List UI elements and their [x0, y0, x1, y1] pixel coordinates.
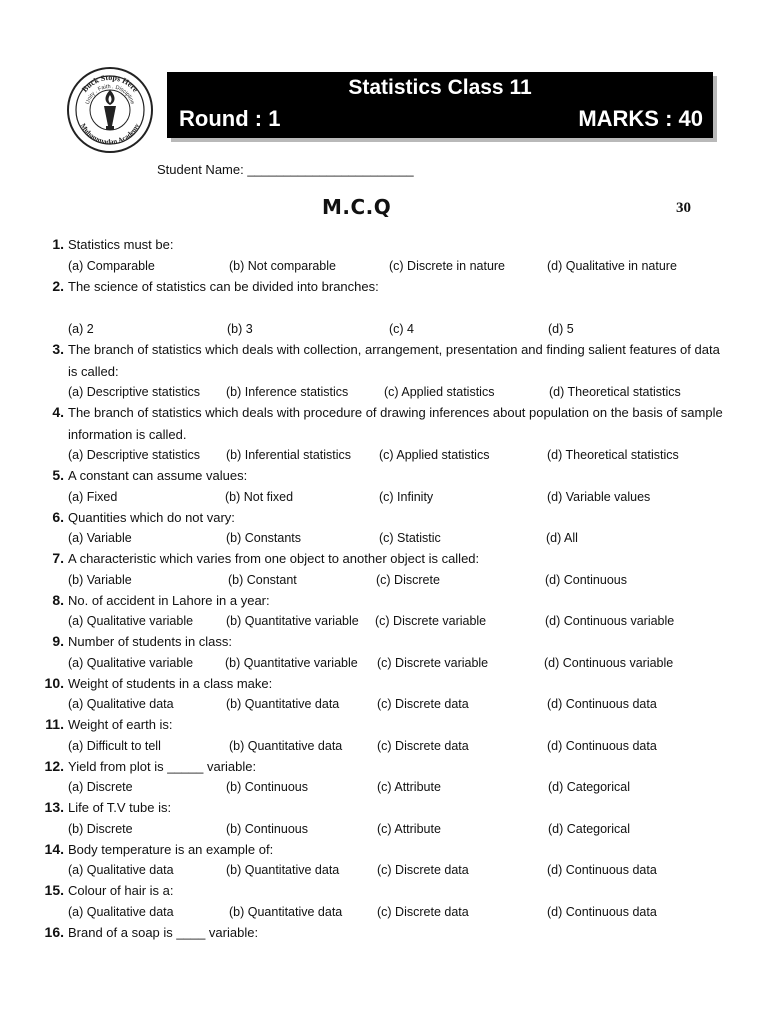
option-row — [40, 528, 730, 548]
question-text: A constant can assume values: — [68, 468, 248, 483]
logo-bottom-text: Muhammadan Academy — [78, 122, 142, 147]
option-c[interactable]: (c) Applied statistics — [384, 385, 495, 399]
question-text: Statistics must be: — [68, 237, 174, 252]
option-c[interactable]: (c) Discrete data — [377, 904, 469, 919]
round-label: Round : 1 — [179, 106, 281, 131]
question-text: Body temperature is an example of: — [68, 841, 274, 857]
question-number: 4. — [52, 404, 64, 420]
question-text: Weight of earth is: — [68, 717, 173, 732]
option-c[interactable]: (c) Attribute — [377, 821, 441, 836]
option-b[interactable]: (b) Not fixed — [225, 489, 294, 504]
option-d[interactable]: (d) Continuous data — [547, 697, 657, 711]
option-a[interactable]: (a) Qualitative data — [68, 904, 174, 919]
question-number: 14. — [44, 840, 64, 857]
option-b[interactable]: (b) Inference statistics — [226, 385, 349, 399]
option-c[interactable]: (c) Discrete data — [377, 863, 469, 877]
academy-logo — [66, 66, 154, 154]
question-text: No. of accident in Lahore in a year: — [68, 592, 270, 608]
question-text: Life of T.V tube is: — [68, 800, 172, 815]
question-item — [40, 590, 730, 632]
option-a[interactable]: (a) Qualitative data — [68, 697, 174, 711]
option-c[interactable]: (c) 4 — [389, 322, 414, 336]
option-d[interactable]: (d) Categorical — [548, 821, 630, 836]
question-item — [40, 402, 730, 465]
question-number: 12. — [44, 757, 64, 774]
option-c[interactable]: (c) Discrete variable — [375, 614, 487, 628]
option-d[interactable]: (d) Theoretical statistics — [549, 385, 681, 399]
option-b[interactable]: (b) Quantitative variable — [226, 614, 359, 628]
question-number: 2. — [52, 277, 64, 294]
option-a[interactable]: (a) Variable — [68, 531, 132, 545]
question-item — [40, 465, 730, 507]
answer-space — [40, 297, 730, 319]
option-row — [40, 570, 730, 590]
option-row — [40, 819, 730, 839]
option-b[interactable]: (b) Inferential statistics — [226, 448, 352, 462]
option-row — [40, 319, 730, 339]
option-c[interactable]: (c) Discrete data — [377, 697, 469, 711]
question-number: 13. — [44, 799, 64, 815]
question-number: 3. — [52, 341, 64, 357]
option-b[interactable]: (b) Constant — [228, 572, 297, 587]
option-d[interactable]: (d) All — [546, 531, 578, 545]
option-b[interactable]: (b) Constants — [226, 531, 302, 545]
option-a[interactable]: (a) Discrete — [68, 780, 133, 794]
option-d[interactable]: (d) Categorical — [548, 780, 630, 794]
question-text: Brand of a soap is ____ variable: — [68, 924, 259, 940]
option-row — [40, 256, 730, 276]
option-a[interactable]: (a) 2 — [68, 322, 94, 336]
option-a[interactable]: (a) Descriptive statistics — [68, 385, 200, 399]
question-number: 16. — [44, 923, 64, 940]
option-row — [40, 382, 730, 402]
option-c[interactable]: (c) Discrete in nature — [389, 258, 506, 273]
option-c[interactable]: (c) Discrete data — [377, 738, 469, 753]
option-a[interactable]: (a) Descriptive statistics — [68, 448, 200, 462]
option-a[interactable]: (a) Qualitative data — [68, 863, 174, 877]
section-title: M.C.Q — [322, 195, 392, 219]
option-a[interactable]: (a) Comparable — [68, 258, 155, 273]
question-item — [40, 339, 730, 402]
question-item — [40, 673, 730, 715]
question-list — [40, 234, 730, 943]
student-name-field[interactable]: Student Name: _______________________ — [157, 162, 414, 177]
option-row — [40, 694, 730, 714]
option-c[interactable]: (c) Statistic — [379, 531, 441, 545]
option-d[interactable]: (d) Qualitative in nature — [547, 258, 677, 273]
option-b[interactable]: (b) Quantitative data — [226, 863, 340, 877]
exam-header — [167, 72, 713, 138]
question-item — [40, 756, 730, 798]
question-text: Yield from plot is _____ variable: — [68, 758, 257, 774]
question-item — [40, 922, 730, 944]
option-row — [40, 860, 730, 880]
question-item — [40, 797, 730, 839]
option-a[interactable]: (b) Variable — [68, 572, 132, 587]
question-number: 9. — [52, 633, 64, 649]
option-b[interactable]: (b) Not comparable — [229, 258, 336, 273]
option-d[interactable]: (d) Variable values — [547, 489, 651, 504]
option-a[interactable]: (a) Fixed — [68, 489, 118, 504]
option-row — [40, 777, 730, 797]
question-number: 10. — [44, 674, 64, 691]
question-item — [40, 276, 730, 340]
logo-top-text: Buck Stops Here — [80, 72, 141, 94]
question-text: Number of students in class: — [68, 634, 233, 649]
option-a[interactable]: (a) Qualitative variable — [68, 655, 194, 670]
option-c[interactable]: (c) Applied statistics — [379, 448, 490, 462]
question-number: 11. — [45, 716, 64, 732]
question-text: Colour of hair is a: — [68, 883, 174, 898]
option-row — [40, 736, 730, 756]
question-number: 15. — [44, 882, 64, 898]
option-d[interactable]: (d) 5 — [548, 322, 574, 336]
option-row — [40, 653, 730, 673]
option-b[interactable]: (b) Quantitative data — [226, 697, 340, 711]
question-text: The branch of statistics which deals with collection, arrangement, presentation and finding salient features of data is called: — [68, 342, 720, 379]
option-b[interactable]: (b) Continuous — [226, 821, 308, 836]
question-item — [40, 839, 730, 881]
question-text: Quantities which do not vary: — [68, 509, 235, 525]
question-item — [40, 234, 730, 276]
option-row — [40, 902, 730, 922]
question-text: The branch of statistics which deals with procedure of drawing inferences about population on the basis of sample information is called. — [68, 405, 723, 442]
option-row — [40, 487, 730, 507]
question-text: The science of statistics can be divided into branches: — [68, 278, 379, 294]
question-item — [40, 548, 730, 590]
exam-title: Statistics Class 11 — [348, 76, 532, 99]
option-d[interactable]: (d) Continuous variable — [545, 614, 675, 628]
question-number: 1. — [52, 236, 64, 252]
option-b[interactable]: (b) Quantitative data — [229, 738, 343, 753]
logo-inner-text: Unity . Faith . Discipline — [84, 83, 136, 106]
question-text: A characteristic which varies from one object to another object is called: — [68, 551, 480, 566]
option-c[interactable]: (c) Infinity — [379, 489, 434, 504]
option-c[interactable]: (c) Discrete variable — [377, 655, 489, 670]
section-marks: 30 — [676, 200, 691, 216]
option-a[interactable]: (a) Difficult to tell — [68, 738, 161, 753]
option-d[interactable]: (d) Continuous — [545, 572, 627, 587]
question-number: 8. — [52, 591, 64, 608]
option-a[interactable]: (b) Discrete — [68, 821, 133, 836]
option-row — [40, 611, 730, 631]
option-row — [40, 445, 730, 465]
option-d[interactable]: (d) Continuous variable — [544, 655, 674, 670]
question-item — [40, 631, 730, 673]
option-b[interactable]: (b) Quantitative data — [229, 904, 343, 919]
option-d[interactable]: (d) Continuous data — [547, 738, 657, 753]
question-number: 6. — [52, 508, 64, 525]
option-c[interactable]: (c) Attribute — [377, 780, 441, 794]
question-item — [40, 507, 730, 549]
option-d[interactable]: (d) Continuous data — [547, 863, 657, 877]
question-item — [40, 714, 730, 756]
question-number: 7. — [52, 550, 64, 566]
option-b[interactable]: (b) Quantitative variable — [225, 655, 358, 670]
question-number: 5. — [52, 467, 64, 483]
question-text: Weight of students in a class make: — [68, 675, 273, 691]
option-d[interactable]: (d) Continuous data — [547, 904, 657, 919]
option-a[interactable]: (a) Qualitative variable — [68, 614, 194, 628]
option-c[interactable]: (c) Discrete — [376, 572, 440, 587]
option-b[interactable]: (b) Continuous — [226, 780, 308, 794]
academy-seal-icon — [66, 66, 154, 154]
marks-label: MARKS : 40 — [578, 106, 703, 131]
question-item — [40, 880, 730, 922]
option-b[interactable]: (b) 3 — [227, 322, 253, 336]
option-d[interactable]: (d) Theoretical statistics — [547, 448, 679, 462]
